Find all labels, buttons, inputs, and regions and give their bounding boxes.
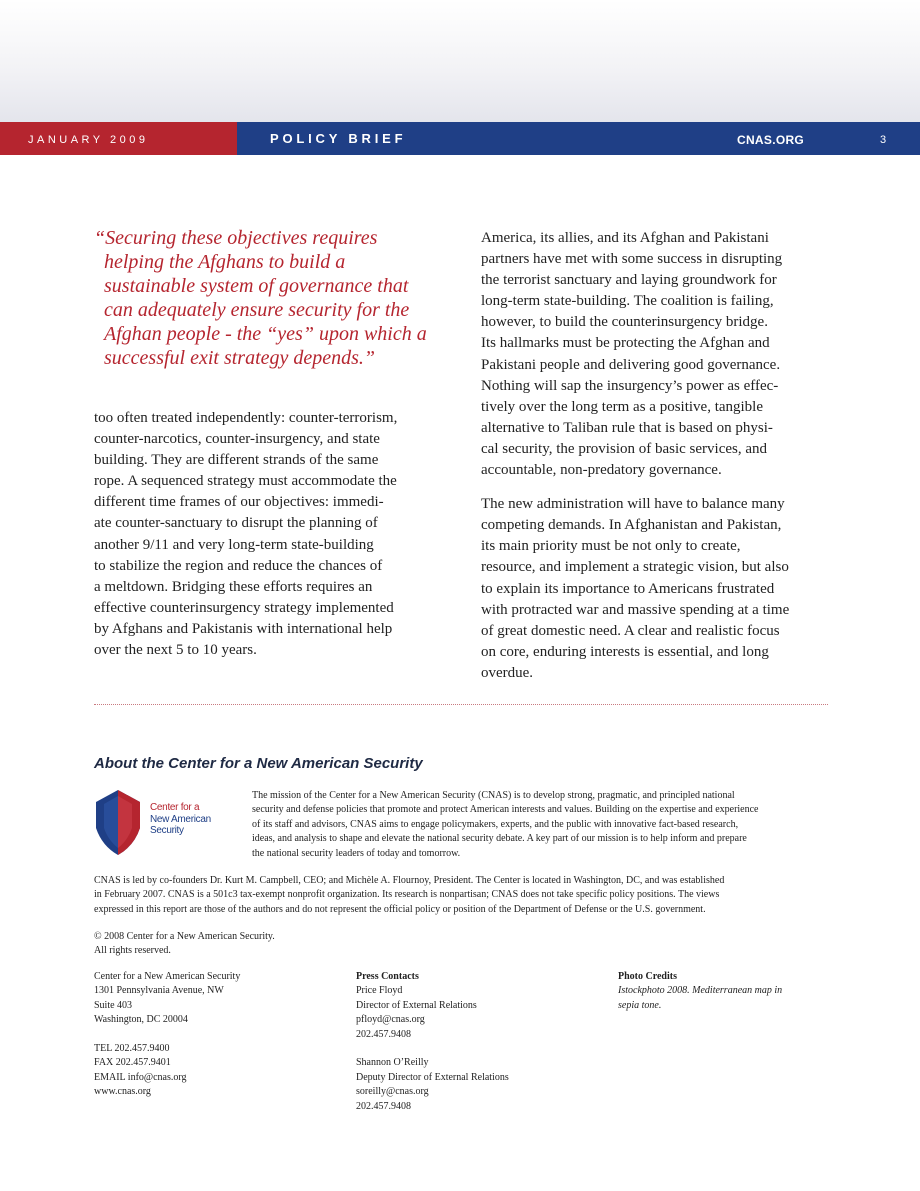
right-paragraph-2 [481, 494, 831, 684]
pull-quote-line: can adequately ensure security for the [104, 299, 410, 321]
text-line: another 9/11 and very long-term state-building [94, 536, 374, 553]
contact-email-link[interactable]: soreilly@cnas.org [356, 1086, 429, 1098]
tel: TEL 202.457.9400 [94, 1043, 170, 1055]
text-line: All rights reserved. [94, 945, 171, 957]
logo-wordmark [150, 802, 211, 837]
text-line: long-term state-building. The coalition is failing, [481, 293, 774, 310]
contact-name: Shannon O’Reilly [356, 1057, 429, 1069]
text-line: ideas, and analysis to shape and elevate the national security debate. A key part of our mission is to help inform and prepare [252, 833, 747, 845]
photo-credits [618, 970, 782, 1013]
text-line: over the next 5 to 10 years. [94, 642, 257, 659]
suite: Suite 403 [94, 999, 133, 1011]
text-line: its main priority must be not only to create, [481, 538, 741, 555]
spacer [356, 1042, 509, 1056]
text-line: building. They are different strands of the same [94, 452, 379, 469]
text-line: however, to build the counterinsurgency bridge. [481, 314, 768, 331]
text-line: security and defense policies that promote and protect American interests and values. Building on the expertise and experience [252, 804, 759, 816]
header-background [0, 0, 920, 122]
header-date: JANUARY 2009 [28, 134, 149, 146]
left-paragraph [94, 408, 444, 661]
text-line: with protracted war and massive spending at a time [481, 601, 790, 618]
text-line: accountable, non-predatory governance. [481, 462, 722, 479]
header-doc-type: POLICY BRIEF [270, 131, 407, 146]
text-line: cal security, the provision of basic services, and [481, 440, 768, 457]
email-link[interactable]: EMAIL info@cnas.org [94, 1071, 187, 1083]
text-line: sepia tone. [618, 999, 662, 1011]
logo-line: New American [150, 813, 211, 825]
spacer [94, 1028, 240, 1042]
website-link[interactable]: www.cnas.org [94, 1086, 151, 1098]
text-line: of its staff and advisors, CNAS aims to engage policymakers, experts, and the public with innovative fact-based research, [252, 818, 739, 830]
pull-quote-line: Afghan people - the “yes” upon which a [104, 323, 427, 345]
text-line: Its hallmarks must be protecting the Afghan and [481, 335, 770, 352]
city: Washington, DC 20004 [94, 1014, 188, 1026]
press-contacts [356, 970, 509, 1114]
text-line: by Afghans and Pakistanis with international help [94, 620, 393, 637]
text-line: Pakistani people and delivering good governance. [481, 356, 781, 373]
pull-quote-line: helping the Afghans to build a [104, 251, 346, 273]
right-column-text [481, 228, 831, 697]
text-line: to stabilize the region and reduce the chances of [94, 557, 383, 574]
text-line: rope. A sequenced strategy must accommodate the [94, 473, 397, 490]
text-line: resource, and implement a strategic vision, but also [481, 559, 789, 576]
org-name: Center for a New American Security [94, 971, 241, 982]
logo-line: Center for a [150, 802, 200, 813]
left-column-text [94, 408, 444, 674]
text-line: CNAS is led by co-founders Dr. Kurt M. Campbell, CEO; and Michèle A. Flournoy, President. The Center is located in Washington, DC, and was established [94, 875, 725, 886]
address-block [94, 970, 240, 1100]
text-line: the national security leaders of today and tomorrow. [252, 847, 461, 859]
header-site-link[interactable]: CNAS.ORG [737, 133, 805, 147]
contact-email-link[interactable]: pfloyd@cnas.org [356, 1014, 425, 1026]
contact-title: Director of External Relations [356, 999, 477, 1011]
text-line: overdue. [481, 664, 534, 681]
press-heading: Press Contacts [356, 971, 419, 982]
text-line: © 2008 Center for a New American Security. [94, 931, 275, 942]
text-line: on core, enduring interests is essential, and long [481, 643, 769, 660]
text-line: of great domestic need. A clear and realistic focus [481, 622, 780, 639]
pull-quote-line: successful exit strategy depends.” [104, 347, 376, 369]
text-line: Istockphoto 2008. Mediterranean map in [618, 985, 783, 997]
text-line: in February 2007. CNAS is a 501c3 tax-exempt nonprofit organization. Its research is nonpartisan; CNAS does not take specific policy positions. The views [94, 889, 720, 901]
text-line: ate counter-sanctuary to disrupt the planning of [94, 515, 378, 532]
pull-quote-line: “Securing these objectives requires [94, 227, 378, 249]
mission-statement [252, 789, 828, 861]
pull-quote [94, 226, 444, 370]
street: 1301 Pennsylvania Avenue, NW [94, 985, 224, 997]
text-line: The mission of the Center for a New American Security (CNAS) is to develop strong, pragmatic, and principled national [252, 790, 735, 801]
text-line: Nothing will sap the insurgency’s power as effec- [481, 377, 779, 394]
contact-phone: 202.457.9408 [356, 1100, 411, 1112]
page-number: 3 [880, 134, 887, 146]
pull-quote-line: sustainable system of governance that [104, 275, 409, 297]
contact-title: Deputy Director of External Relations [356, 1071, 509, 1083]
text-line: different time frames of our objectives: immedi- [94, 494, 384, 511]
text-line: America, its allies, and its Afghan and Pakistani [481, 230, 769, 246]
text-line: alternative to Taliban rule that is based on physi- [481, 419, 773, 436]
contact-name: Price Floyd [356, 985, 403, 997]
text-line: a meltdown. Bridging these efforts requires an [94, 578, 373, 595]
text-line: expressed in this report are those of the authors and do not represent the official policy or position of the Department of Defense or the U.S. government. [94, 903, 706, 915]
photo-credits-heading: Photo Credits [618, 971, 677, 982]
text-line: effective counterinsurgency strategy implemented [94, 599, 394, 616]
fax: FAX 202.457.9401 [94, 1057, 171, 1069]
logo-line: Security [150, 825, 184, 836]
copyright [94, 930, 275, 959]
leadership-statement [94, 874, 828, 917]
text-line: The new administration will have to balance many [481, 496, 785, 513]
text-line: partners have met with some success in disrupting [481, 251, 783, 268]
right-paragraph-1 [481, 228, 831, 481]
text-line: counter-narcotics, counter-insurgency, and state [94, 431, 380, 448]
text-line: competing demands. In Afghanistan and Pakistan, [481, 517, 782, 534]
text-line: the terrorist sanctuary and laying groundwork for [481, 272, 777, 289]
about-heading: About the Center for a New American Security [94, 755, 423, 772]
text-line: too often treated independently: counter-terrorism, [94, 410, 398, 426]
text-line: to explain its importance to Americans frustrated [481, 580, 775, 597]
section-divider [94, 704, 828, 705]
contact-phone: 202.457.9408 [356, 1028, 411, 1040]
text-line: tively over the long term as a positive, tangible [481, 398, 764, 415]
